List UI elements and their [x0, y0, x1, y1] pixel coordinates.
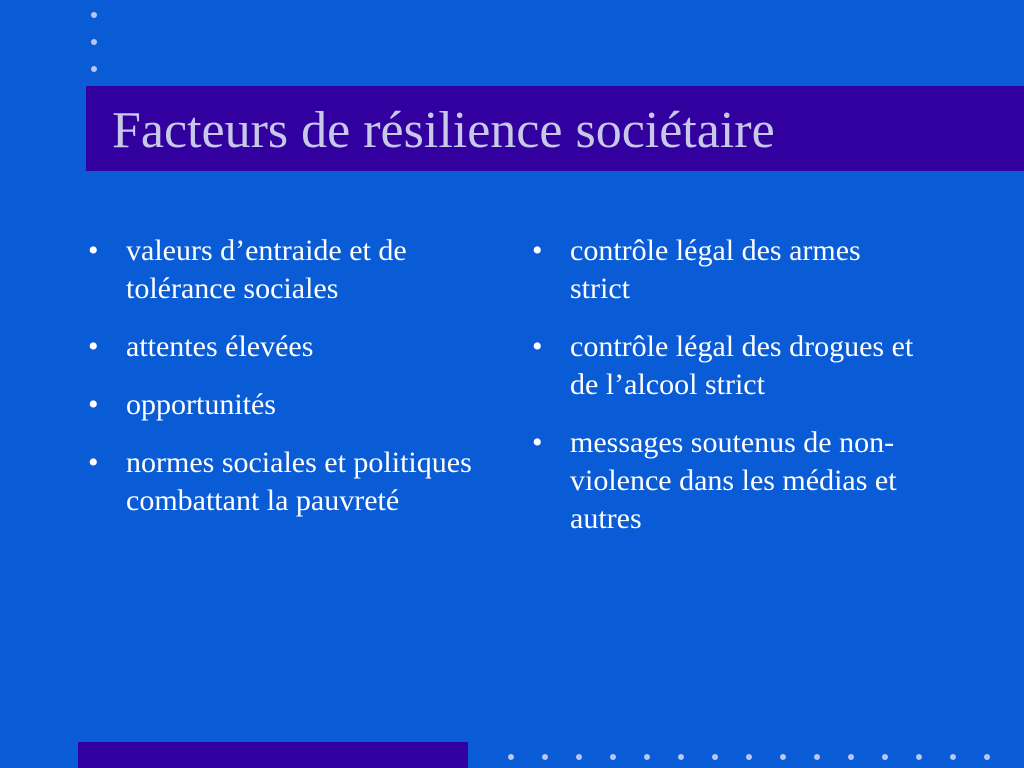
- decorative-dot: [712, 754, 718, 760]
- list-item-text: contrôle légal des drogues et de l’alcool strict: [570, 330, 914, 401]
- decorative-dot: [746, 754, 752, 760]
- list-item: [528, 328, 928, 404]
- list-item: [84, 328, 484, 366]
- decorative-dot: [576, 754, 582, 760]
- list-item-text: contrôle légal des armes strict: [570, 234, 861, 305]
- decorative-dot: [91, 39, 97, 45]
- decorative-dot: [508, 754, 514, 760]
- decorative-dots-horizontal: [500, 754, 1020, 762]
- decorative-dot: [542, 754, 548, 760]
- list-item: [84, 444, 484, 520]
- decorative-dot: [644, 754, 650, 760]
- list-item: [84, 232, 484, 308]
- decorative-dot: [610, 754, 616, 760]
- bullet-icon: •: [88, 446, 99, 479]
- decorative-dots-vertical: [89, 12, 99, 74]
- bullet-icon: •: [88, 330, 99, 363]
- decorative-dot: [678, 754, 684, 760]
- decorative-dot: [814, 754, 820, 760]
- left-bullet-list: [84, 232, 484, 540]
- list-item: [528, 232, 928, 308]
- decorative-dot: [882, 754, 888, 760]
- decorative-dot: [916, 754, 922, 760]
- bullet-icon: •: [532, 330, 543, 363]
- decorative-dot: [950, 754, 956, 760]
- list-item-text: attentes élevées: [126, 330, 314, 363]
- list-item-text: normes sociales et politiques combattant la pauvreté: [126, 446, 472, 517]
- decorative-dot: [984, 754, 990, 760]
- bullet-icon: •: [532, 234, 543, 267]
- bullet-icon: •: [532, 426, 543, 459]
- bullet-icon: •: [88, 388, 99, 421]
- decorative-dot: [848, 754, 854, 760]
- list-item-text: opportunités: [126, 388, 276, 421]
- list-item: [528, 424, 928, 538]
- slide-title: Facteurs de résilience sociétaire: [112, 102, 775, 159]
- list-item-text: valeurs d’entraide et de tolérance sociales: [126, 234, 407, 305]
- list-item: [84, 386, 484, 424]
- right-bullet-list: [528, 232, 928, 558]
- footer-bar: [78, 742, 468, 768]
- decorative-dot: [91, 66, 97, 72]
- decorative-dot: [780, 754, 786, 760]
- decorative-dot: [91, 12, 97, 18]
- list-item-text: messages soutenus de non-violence dans les médias et autres: [570, 426, 897, 535]
- bullet-icon: •: [88, 234, 99, 267]
